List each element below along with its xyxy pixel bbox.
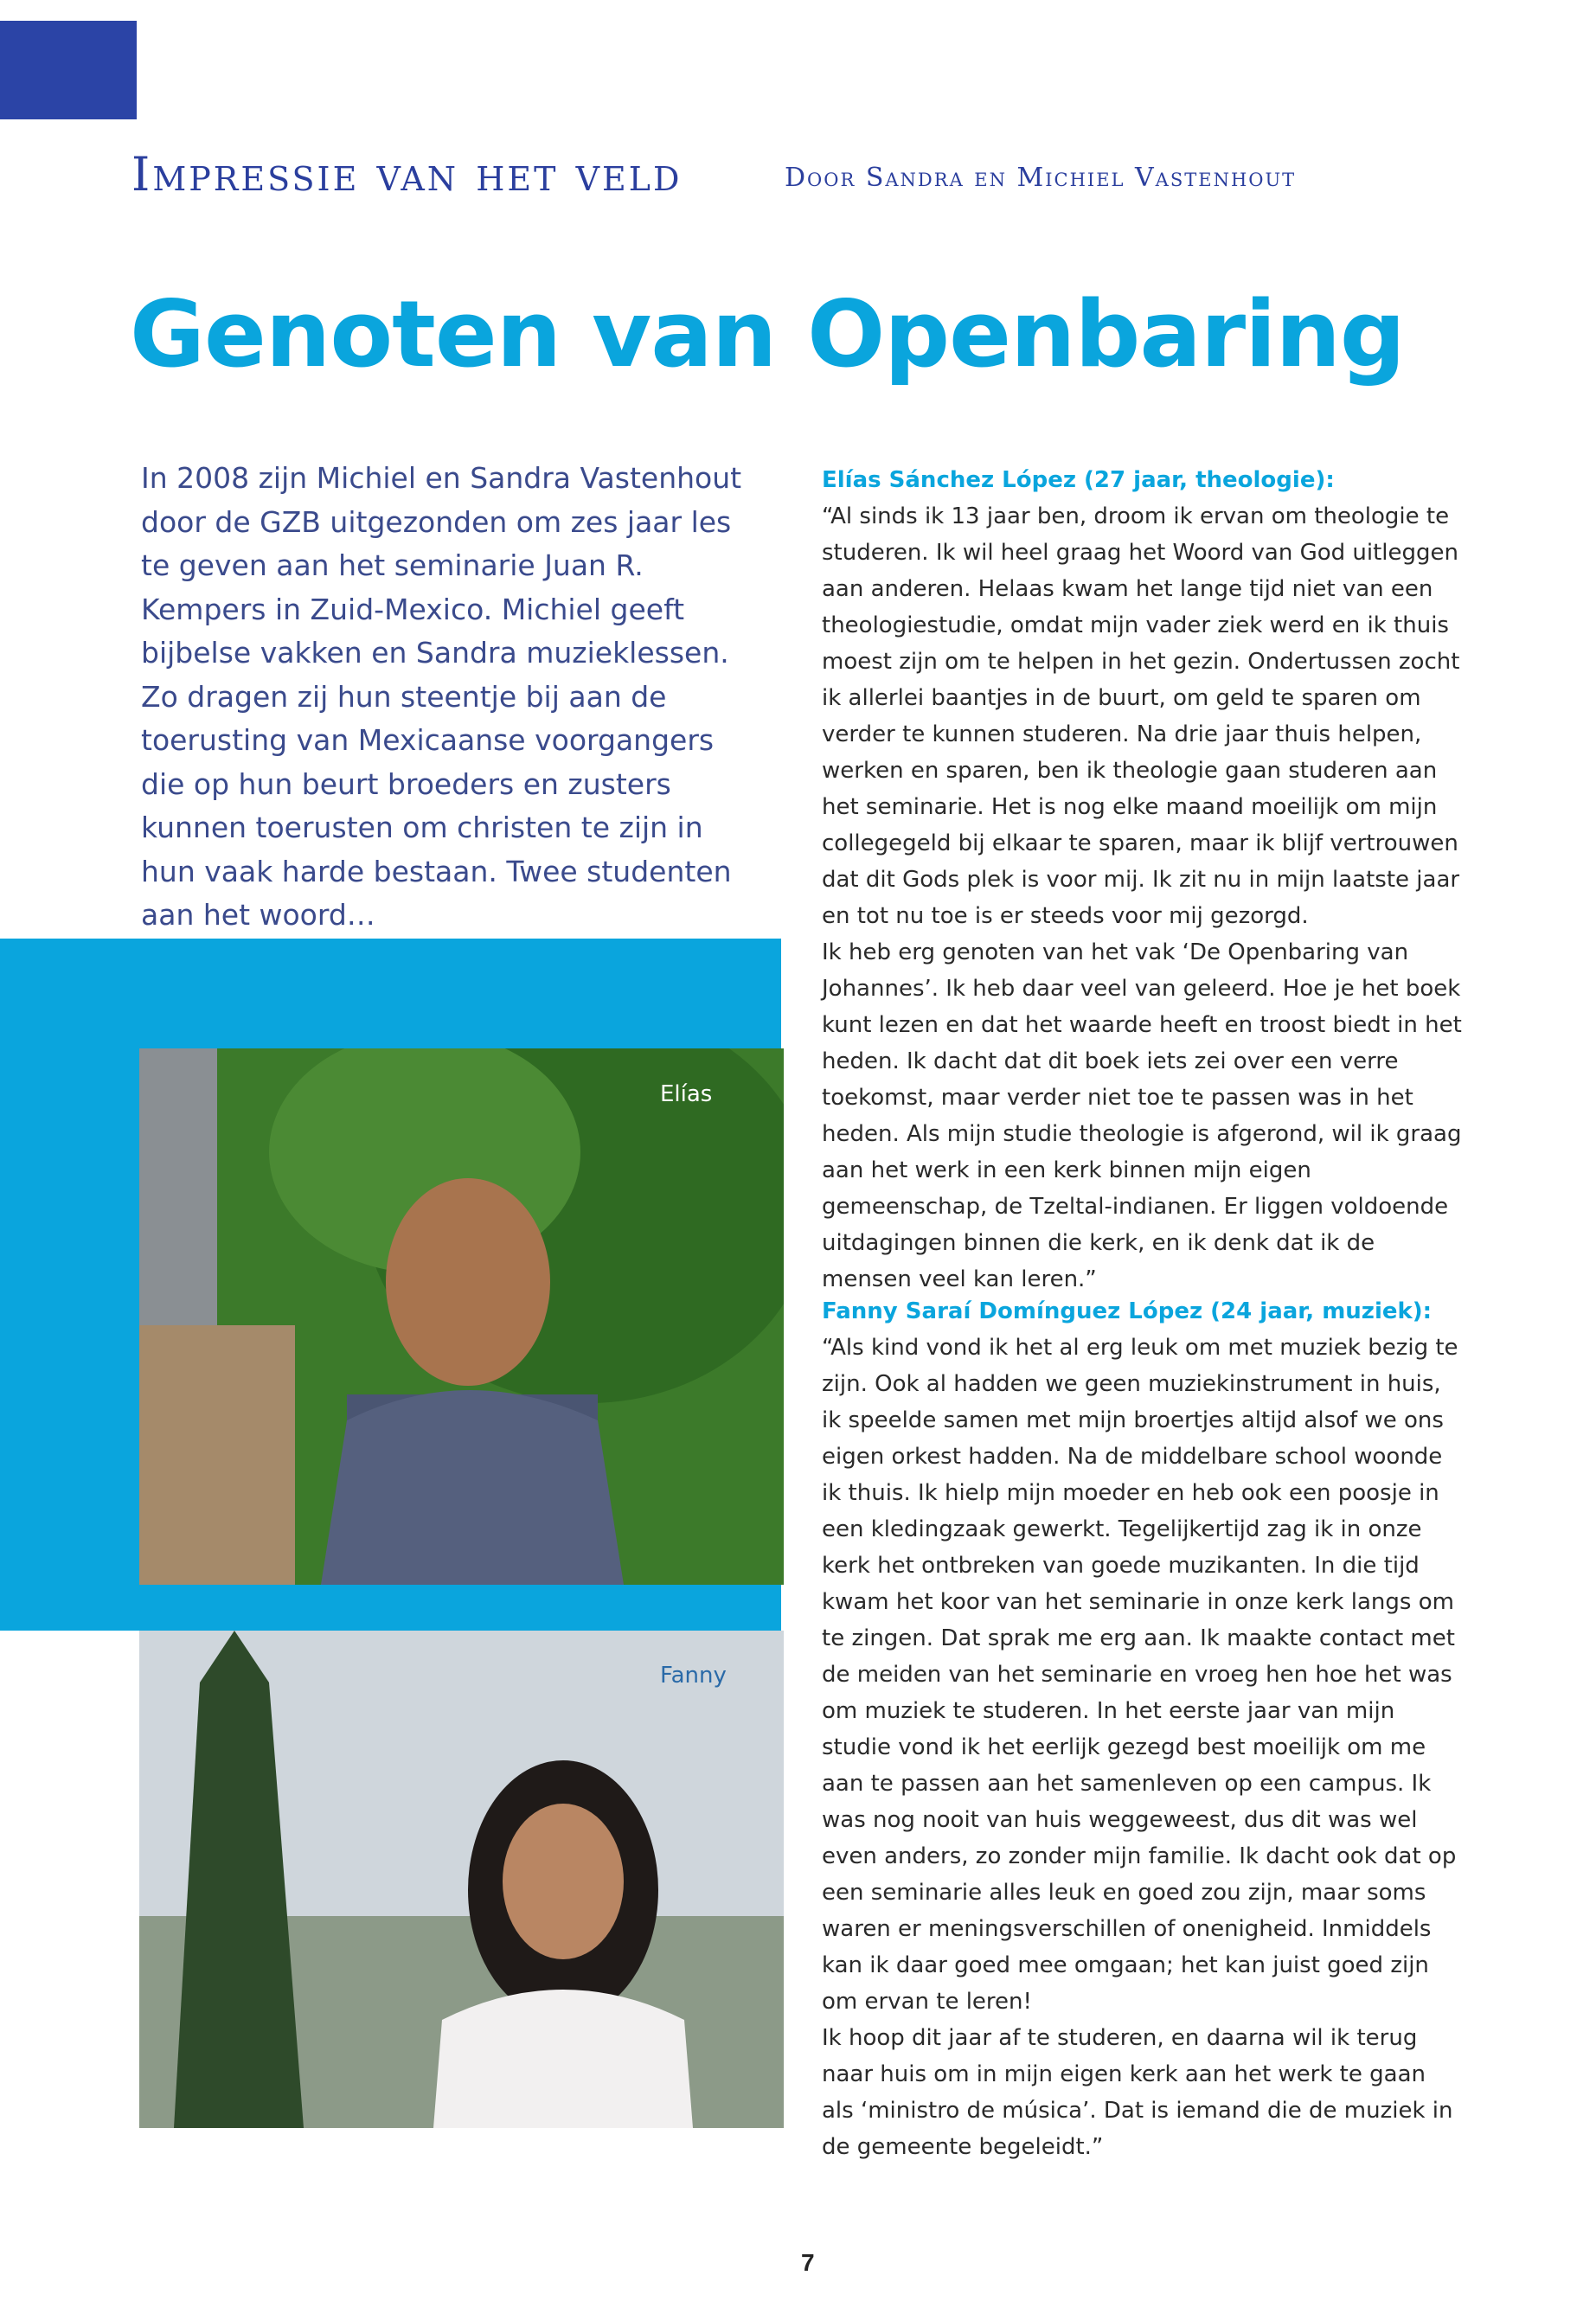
elias-photo [139,1048,784,1585]
fanny-paragraph-2: Ik hoop dit jaar af te studeren, en daarna wil ik terug naar huis om in mijn eigen kerk aan het werk te gaan als ‘ministro de música’. Dat is iemand die de muziek in de gemeente begeleidt.” [822,2025,1453,2160]
fanny-caption: Fanny [660,1663,727,1689]
fanny-photo [139,1631,784,2128]
page-number: 7 [801,2249,815,2276]
section-header [131,147,1297,202]
elias-paragraph-1: “Al sinds ik 13 jaar ben, droom ik ervan om theologie te studeren. Ik wil heel graag het Woord van God uitleggen aan anderen. Helaas kwam het lange tijd niet van een theologiestudie, omdat mijn vader ziek werd en ik thuis moest zijn om te helpen in het gezin. Ondertussen zocht ik allerlei baantjes in de buurt, om geld te sparen om verder te kunnen studeren. Na drie jaar thuis helpen, werken en sparen, ben ik theologie gaan studeren aan het seminarie. Het is nog elke maand moeilijk om mijn collegegeld bij elkaar te sparen, maar ik blijf vertrouwen dat dit Gods plek is voor mij. Ik zit nu in mijn laatste jaar en tot nu toe is er steeds voor mij gezorgd. [822,503,1460,929]
byline: Door Sandra en Michiel Vastenhout [785,163,1297,193]
section-label: Impressie van het veld [131,147,683,202]
article-title: Genoten van Openbaring [130,281,1405,388]
fanny-heading: Fanny Saraí Domínguez López (24 jaar, muziek): [822,1298,1433,1324]
elias-caption: Elías [660,1081,713,1107]
elias-paragraph-2: Ik heb erg genoten van het vak ‘De Openbaring van Johannes’. Ik heb daar veel van geleerd. Hoe je het boek kunt lezen en dat het waarde heeft en troost biedt in het heden. Ik dacht dat dit boek iets zei over een verre toekomst, maar verder niet toe te passen was in het heden. Als mijn studie theologie is afgerond, wil ik graag aan het werk in een kerk binnen mijn eigen gemeenschap, de Tzeltal-indianen. Er liggen voldoende uitdagingen binnen die kerk, en ik denk dat ik de mensen veel kan leren.” [822,939,1462,1292]
fanny-paragraph-1: “Als kind vond ik het al erg leuk om met muziek bezig te zijn. Ook al hadden we geen muziekinstrument in huis, ik speelde samen met mijn broertjes altijd alsof we ons eigen orkest hadden. Na de middelbare school woonde ik thuis. Ik hielp mijn moeder en heb ook een poosje in een kledingzaak gewerkt. Tegelijkertijd zag ik in onze kerk het ontbreken van goede muzikanten. In die tijd kwam het koor van het seminarie in onze kerk langs om te zingen. Dat sprak me erg aan. Ik maakte contact met de meiden van het seminarie en vroeg hen hoe het was om muziek te studeren. In het eerste jaar van mijn studie vond ik het eerlijk gezegd best moeilijk om me aan te passen aan het samenleven op een campus. Ik was nog nooit van huis weggeweest, dus dit was wel even anders, zo zonder mijn familie. Ik dacht ook dat op een seminarie alles leuk en goed zou zijn, maar soms waren er meningsverschillen of onenigheid. Inmiddels kan ik daar goed mee omgaan; het kan juist goed zijn om ervan te leren! [822,1335,1458,2015]
elias-heading: Elías Sánchez López (27 jaar, theologie): [822,467,1335,493]
intro-paragraph: In 2008 zijn Michiel en Sandra Vastenhout door de GZB uitgezonden om zes jaar les te geven aan het seminarie Juan R. Kempers in Zuid-Mexico. Michiel geeft bijbelse vakken en Sandra muzieklessen. Zo dragen zij hun steentje bij aan de toerusting van Mexicaanse voorgangers die op hun beurt broeders en zusters kunnen toerusten om christen te zijn in hun vaak harde bestaan. Twee studenten aan het woord… [141,461,742,932]
elias-interview [822,462,1462,1298]
corner-color-block [0,21,137,119]
fanny-interview [822,1293,1462,2165]
